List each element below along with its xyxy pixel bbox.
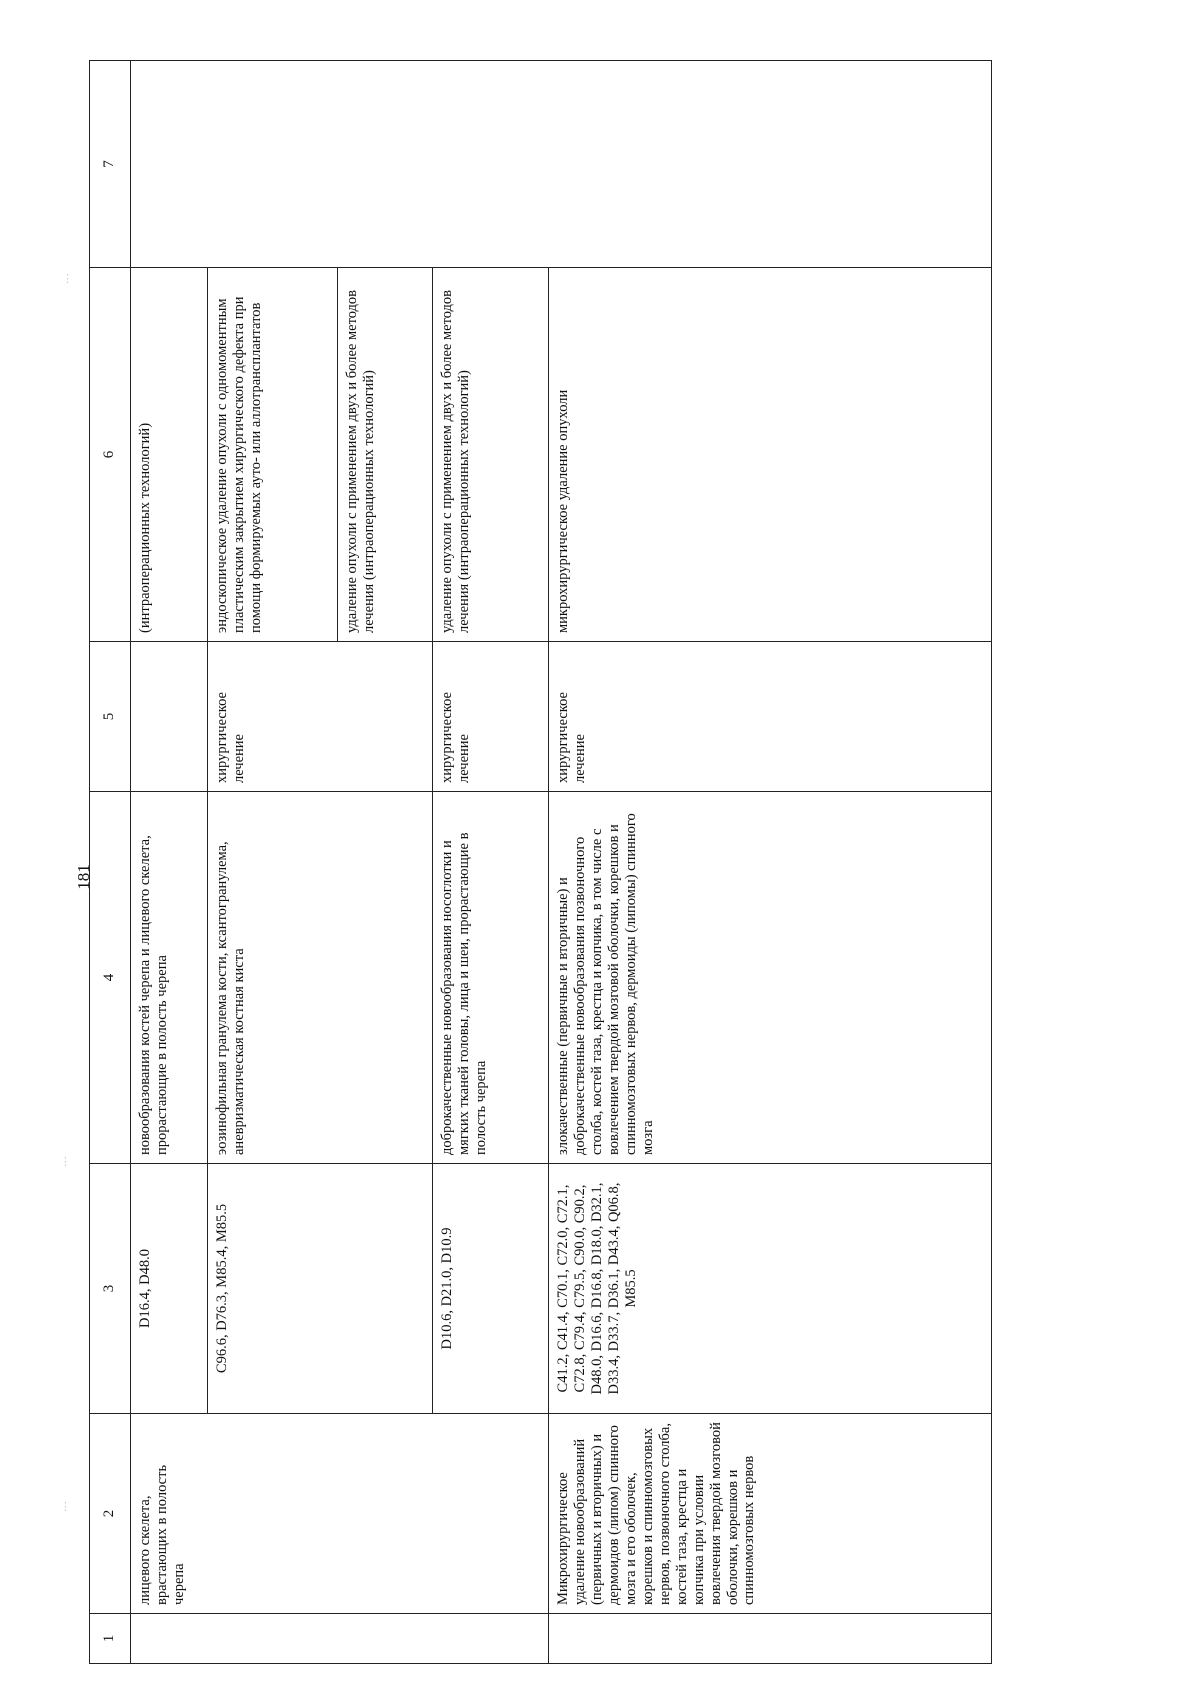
cell-diagnosis: эозинофильная гранулема кости, ксантогранулема, аневризматическая костная киста: [208, 792, 433, 1164]
rotated-table-wrapper: [89, 61, 992, 1664]
cell-method-group: Микрохирургическое удаление новообразований (первичных и вторичных) и дермоидов (липом) спинного мозга и его оболочек, корешков и спинномозговых нервов, позвоночного столба, костей таза, крестца и копчика при условии вовлечения твердой мозговой оболочки, корешков и спинномозговых нервов: [549, 1414, 992, 1614]
cell-treatment-type: [131, 642, 208, 792]
cell-number: [131, 1614, 549, 1664]
header-cell-4: 4: [90, 792, 131, 1164]
cell-treatment-type: хирургическое лечение: [549, 642, 992, 792]
services-table: [89, 60, 992, 1664]
header-cell-3: 3: [90, 1164, 131, 1414]
header-cell-2: 2: [90, 1414, 131, 1614]
cell-method: эндоскопическое удаление опухоли с одномоментным пластическим закрытием хирургического дефекта при помощи формируемых ауто- или аллотрансплантатов: [208, 268, 338, 642]
header-cell-7: 7: [90, 61, 131, 268]
cell-method: удаление опухоли с применением двух и более методов лечения (интраоперационных технологий): [433, 268, 549, 642]
cell-treatment-type: хирургическое лечение: [208, 642, 433, 792]
cell-icd-codes: D10.6, D21.0, D10.9: [433, 1164, 549, 1414]
cell-diagnosis: новообразования костей черепа и лицевого скелета, прорастающие в полость черепа: [131, 792, 208, 1164]
scan-noise-mark: ⋮: [62, 273, 73, 285]
header-row: [90, 61, 131, 1664]
cell-method-group: лицевого скелета, врастающих в полость черепа: [131, 1414, 549, 1614]
header-cell-1: 1: [90, 1614, 131, 1664]
cell-number: [549, 1614, 992, 1664]
cell-method: (интраоперационных технологий): [131, 268, 208, 642]
header-cell-5: 5: [90, 642, 131, 792]
cell-method: микрохирургическое удаление опухоли: [549, 268, 992, 642]
page-number: 181: [74, 864, 93, 890]
cell-col7: [131, 61, 992, 268]
cell-diagnosis: злокачественные (первичные и вторичные) и доброкачественные новообразования позвоночного столба, костей таза, крестца и копчика, в том числе с вовлечением твердой мозговой оболочки, корешков и спинномозговых нервов, дермоиды (липомы) спинного мозга: [549, 792, 992, 1164]
cell-icd-codes: D16.4, D48.0: [131, 1164, 208, 1414]
cell-icd-codes: C96.6, D76.3, M85.4, M85.5: [208, 1164, 433, 1414]
cell-treatment-type: хирургическое лечение: [433, 642, 549, 792]
cell-diagnosis: доброкачественные новообразования носоглотки и мягких тканей головы, лица и шеи, прорастающие в полость черепа: [433, 792, 549, 1164]
scan-noise-mark: ⋮: [60, 1156, 71, 1168]
cell-method: удаление опухоли с применением двух и более методов лечения (интраоперационных технологий): [338, 268, 433, 642]
table-row: [131, 61, 208, 1664]
header-cell-6: 6: [90, 268, 131, 642]
cell-icd-codes: C41.2, C41.4, C70.1, C72.0, C72.1, C72.8, C79.4, C79.5, C90.0, C90.2, D48.0, D16.6, D16.8, D18.0, D32.1, D33.4, D33.7, D36.1, D43.4, Q06.8, M85.5: [549, 1164, 992, 1414]
scan-noise-mark: ⋮: [60, 1501, 71, 1513]
table-row: [549, 61, 992, 1664]
